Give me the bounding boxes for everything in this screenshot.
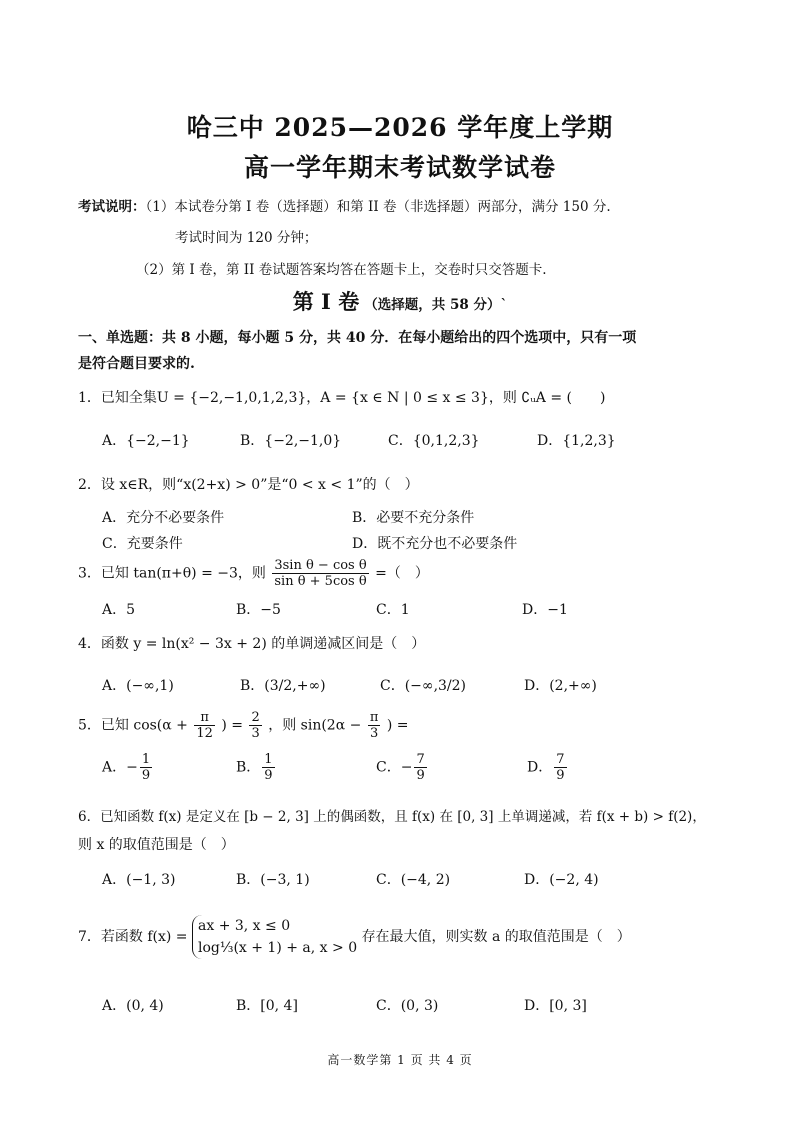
q3-option-b: B．−5 xyxy=(236,602,281,618)
page-footer: 高一数学第 1 页 共 4 页 xyxy=(327,1053,473,1067)
q5-option-c-label: C．− xyxy=(376,759,413,776)
instructions-line1 xyxy=(78,195,611,215)
part1-title: 第 I 卷 xyxy=(292,289,360,314)
q5-f3-denominator: 3 xyxy=(369,726,379,741)
section1-line2: 是符合题目要求的. xyxy=(78,356,195,372)
exam-subtitle: 高一学年期末考试数学试卷 xyxy=(243,153,556,182)
q7-option-b: B．[0, 4] xyxy=(236,998,298,1014)
q3-fraction-denominator: sin θ + 5cos θ xyxy=(274,574,367,589)
q3-option-d: D．−1 xyxy=(522,602,568,618)
instructions-item2: （2）第 I 卷，第 II 卷试题答案均答在答题卡上，交卷时只交答题卡. xyxy=(136,262,547,278)
q5-d-num: 7 xyxy=(556,752,565,767)
q7-option-a: A．(0, 4) xyxy=(102,998,164,1014)
q5-option-d-label: D． xyxy=(527,759,553,776)
section1-line1: 一、单选题：共 8 小题，每小题 5 分，共 40 分．在每小题给出的四个选项中，只有一项 xyxy=(78,330,637,346)
part1-heading xyxy=(0,286,800,316)
question-4-stem: 4．函数 y = ln(x² − 3x + 2) 的单调递减区间是（ ） xyxy=(78,636,426,652)
question-1-stem: 1．已知全集U = {−2,−1,0,1,2,3}，A = {x ∈ N | 0 ≤ x ≤ 3}，则 ∁ᵤA = ( ) xyxy=(78,390,606,406)
q3-option-c: C．1 xyxy=(376,602,410,618)
q5-option-a-label: A．− xyxy=(102,759,138,776)
q5-option-c xyxy=(376,752,429,783)
exam-title: 哈三中 2025—2026 学年度上学期 xyxy=(186,113,614,142)
q2-option-c: C．充要条件 xyxy=(102,536,183,552)
q5-f1-numerator: π xyxy=(194,710,215,726)
q5-option-d-fraction xyxy=(554,752,566,783)
q5-b-num: 1 xyxy=(264,752,273,767)
question-5-stem xyxy=(78,710,408,741)
q5-a-num: 1 xyxy=(141,752,151,767)
instructions-item1: （1）本试卷分第 I 卷（选择题）和第 II 卷（非选择题）两部分，满分 150 分. xyxy=(145,199,611,215)
q5-option-b-label: B． xyxy=(236,759,261,776)
q5-option-d xyxy=(527,752,569,783)
q7-stem-pre: 7．若函数 f(x) = xyxy=(78,929,188,945)
q2-option-d: D．既不充分也不必要条件 xyxy=(352,536,518,552)
q4-option-a: A．(−∞,1) xyxy=(102,678,174,694)
q5-c-den: 9 xyxy=(416,768,425,783)
part1-subtitle: （选择题，共 58 分）` xyxy=(364,297,508,313)
q2-option-b: B．必要不充分条件 xyxy=(352,510,475,526)
q5-f1-denominator: 12 xyxy=(196,726,213,741)
q7-stem-post: 存在最大值，则实数 a 的取值范围是（ ） xyxy=(361,929,631,945)
q5-b-den: 9 xyxy=(264,768,273,783)
q7-piecewise xyxy=(192,915,357,959)
q2-option-a: A．充分不必要条件 xyxy=(102,510,225,526)
q7-case-1: ax + 3, x ≤ 0 xyxy=(198,918,291,934)
q5-stem-pre: 5．已知 cos(α + xyxy=(78,717,188,734)
q5-c-num: 7 xyxy=(416,752,425,767)
q5-option-b xyxy=(236,752,277,783)
q7-case-2: log⅓(x + 1) + a, x > 0 xyxy=(198,940,358,956)
q5-fraction-3 xyxy=(368,710,381,741)
q1-option-d: D．{1,2,3} xyxy=(537,433,616,449)
question-7-stem xyxy=(78,915,631,959)
q4-option-b: B．(3/2,+∞) xyxy=(240,678,326,694)
question-3-stem xyxy=(78,558,429,589)
q6-option-c: C．(−4, 2) xyxy=(376,872,451,888)
q3-stem-pre: 3．已知 tan(π+θ) = −3，则 xyxy=(78,565,266,582)
q4-option-c: C．(−∞,3/2) xyxy=(380,678,467,694)
instructions-label: 考试说明： xyxy=(78,199,146,215)
q5-fraction-2 xyxy=(249,710,261,741)
q1-option-a: A．{−2,−1} xyxy=(102,433,190,449)
q3-option-a: A．5 xyxy=(102,602,136,618)
q7-option-d: D．[0, 3] xyxy=(524,998,587,1014)
q5-option-b-fraction xyxy=(262,752,274,783)
q5-d-den: 9 xyxy=(556,768,565,783)
q6-option-d: D．(−2, 4) xyxy=(524,872,599,888)
q5-option-a xyxy=(102,752,154,783)
q5-f3-numerator: π xyxy=(369,710,379,725)
q5-stem-mid2: ，则 sin(2α − xyxy=(268,717,362,734)
q5-option-a-fraction xyxy=(140,752,152,783)
q3-fraction xyxy=(272,558,368,589)
q5-stem-post: ) = xyxy=(386,717,409,734)
q5-f2-denominator: 3 xyxy=(251,726,260,741)
question-6-stem-line2: 则 x 的取值范围是（ ） xyxy=(78,837,235,853)
q5-f2-numerator: 2 xyxy=(251,710,260,725)
q1-option-c: C．{0,1,2,3} xyxy=(388,433,480,449)
instructions-item1-cont: 考试时间为 120 分钟； xyxy=(175,230,318,246)
q3-stem-post: =（ ） xyxy=(375,565,429,582)
q5-a-den: 9 xyxy=(141,768,151,783)
q5-stem-mid: ) = xyxy=(221,717,244,734)
question-2-stem: 2．设 x∈R，则“x(2+x) > 0”是“0 < x < 1”的（ ） xyxy=(78,477,419,493)
q6-option-b: B．(−3, 1) xyxy=(236,872,310,888)
q1-option-b: B．{−2,−1,0} xyxy=(240,433,342,449)
q5-fraction-1 xyxy=(194,710,215,741)
q7-option-c: C．(0, 3) xyxy=(376,998,439,1014)
q3-fraction-numerator: 3sin θ − cos θ xyxy=(274,558,367,573)
q4-option-d: D．(2,+∞) xyxy=(524,678,597,694)
q5-option-c-fraction xyxy=(414,752,426,783)
q6-option-a: A．(−1, 3) xyxy=(102,872,176,888)
question-6-stem-line1: 6．已知函数 f(x) 是定义在 [b − 2, 3] 上的偶函数，且 f(x) 在 [0, 3] 上单调递减，若 f(x + b) > f(2)， xyxy=(78,809,706,825)
